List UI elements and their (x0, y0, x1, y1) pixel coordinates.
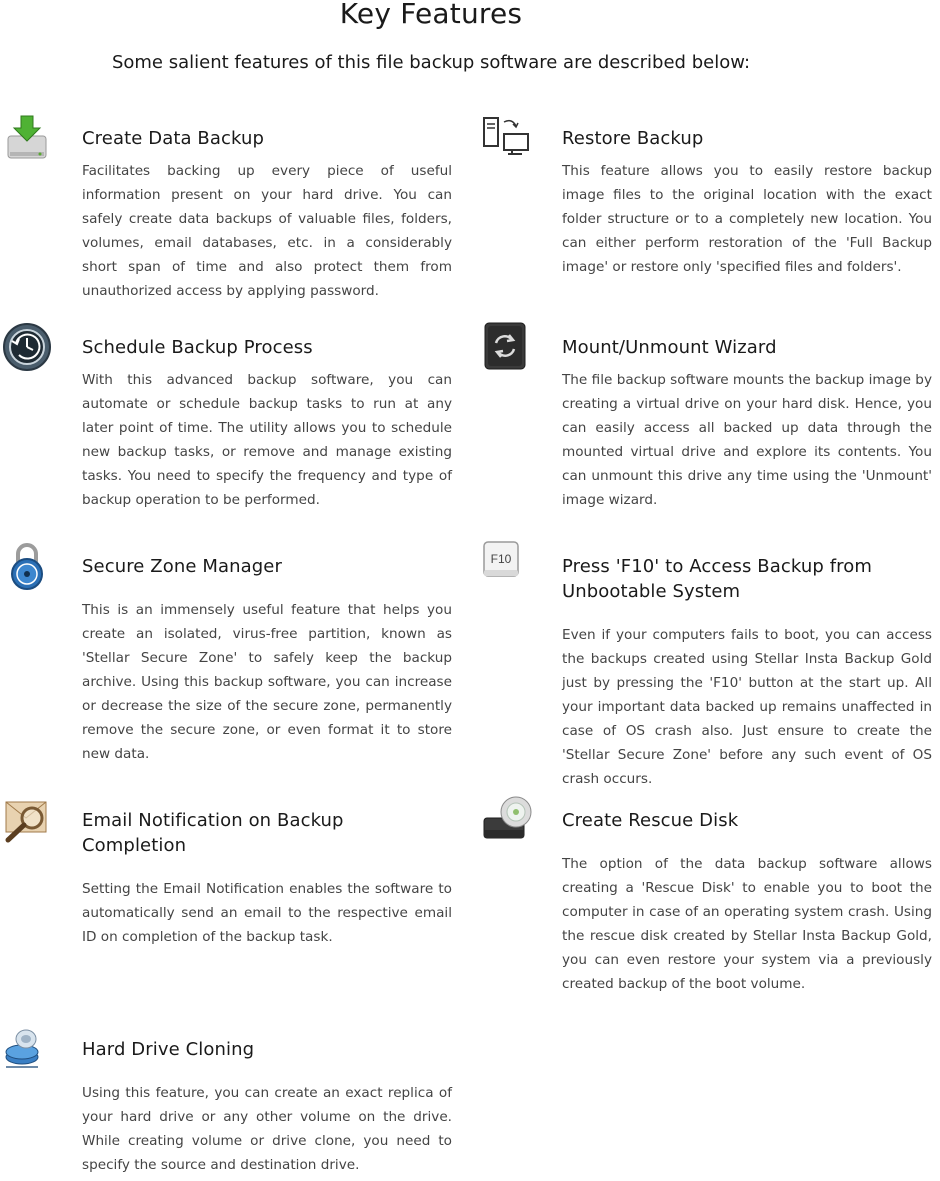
feature-title: Schedule Backup Process (82, 337, 313, 358)
feature-description: Facilitates backing up every piece of useful information present on your hard drive. You can safely create data backups of valuable files, folders, volumes, email databases, etc. in a considerably short span of time and also protect them from unauthorized access by applying password. (82, 163, 452, 299)
feature-description: With this advanced backup software, you can automate or schedule backup tasks to run at any later point of time. The utility allows you to schedule new backup tasks, or remove and manage existing tasks. You need to specify the frequency and type of backup operation to be performed. (82, 372, 452, 508)
feature-create-rescue-disk (562, 808, 932, 996)
feature-title: Press 'F10' to Access Backup from Unbootable System (562, 556, 872, 602)
page-subtitle: Some salient features of this file backup software are described below: (111, 52, 751, 73)
feature-schedule-backup (82, 335, 452, 512)
data-backup-drive-icon (2, 112, 52, 164)
padlock-icon (2, 540, 52, 592)
f10-key-label: F10 (490, 552, 512, 566)
feature-description: Using this feature, you can create an exact replica of your hard drive or any other volume on the drive. While creating volume or drive clone, you need to specify the source and destination drive. (82, 1085, 452, 1173)
feature-title: Secure Zone Manager (82, 556, 282, 577)
email-magnifier-icon (2, 794, 52, 846)
feature-description: This feature allows you to easily restore backup image files to the original location with the exact folder structure or to a completely new location. You can either perform restoration of the 'Full Backup image' or restore only 'specified files and folders'. (562, 163, 932, 275)
feature-description: This is an immensely useful feature that helps you create an isolated, virus-free partition, known as 'Stellar Secure Zone' to safely keep the backup archive. Using this backup software, you can increase or decrease the size of the secure zone, permanently remove the secure zone, or even format it to store new data. (82, 602, 452, 762)
schedule-clock-icon (2, 321, 52, 373)
feature-press-f10 (490, 552, 932, 791)
feature-description: The option of the data backup software allows creating a 'Rescue Disk' to enable you to boot the computer in case of an operating system crash. Using the rescue disk created by Stellar Insta Backup Gold, you can even restore your system via a previously created backup of the boot volume. (562, 856, 932, 992)
rescue-disk-icon (482, 794, 532, 846)
page-title: Key Features (339, 0, 523, 30)
feature-description: Setting the Email Notification enables the software to automatically send an email to the respective email ID on completion of the backup task. (82, 881, 452, 945)
feature-email-notification (82, 808, 452, 949)
feature-description: Even if your computers fails to boot, you can access the backups created using Stellar Insta Backup Gold just by pressing the 'F10' button at the start up. All your important data backed up remains unaffected in case of OS crash also. Just ensure to create the 'Stellar Secure Zone' before any such event of OS crash occurs. (562, 627, 932, 787)
feature-restore-backup (562, 126, 932, 279)
feature-mount-unmount (562, 335, 932, 512)
feature-title: Hard Drive Cloning (82, 1039, 255, 1060)
mount-drive-icon (482, 321, 532, 373)
feature-title: Restore Backup (562, 128, 704, 149)
feature-title: Mount/Unmount Wizard (562, 337, 777, 358)
restore-computer-icon (482, 112, 532, 164)
feature-create-data-backup (82, 126, 452, 303)
feature-hard-drive-cloning (82, 1037, 452, 1177)
feature-secure-zone-manager (82, 554, 452, 766)
feature-title: Email Notification on Backup Completion (82, 810, 344, 856)
f10-key-icon (482, 540, 532, 592)
feature-description: The file backup software mounts the backup image by creating a virtual drive on your hard disk. Hence, you can easily access all backed up data through the mounted virtual drive and explore its contents. You can unmount this drive any time using the 'Unmount' image wizard. (562, 372, 932, 508)
feature-title: Create Rescue Disk (562, 810, 739, 831)
drive-clone-icon (2, 1023, 52, 1075)
feature-title: Create Data Backup (82, 128, 265, 149)
